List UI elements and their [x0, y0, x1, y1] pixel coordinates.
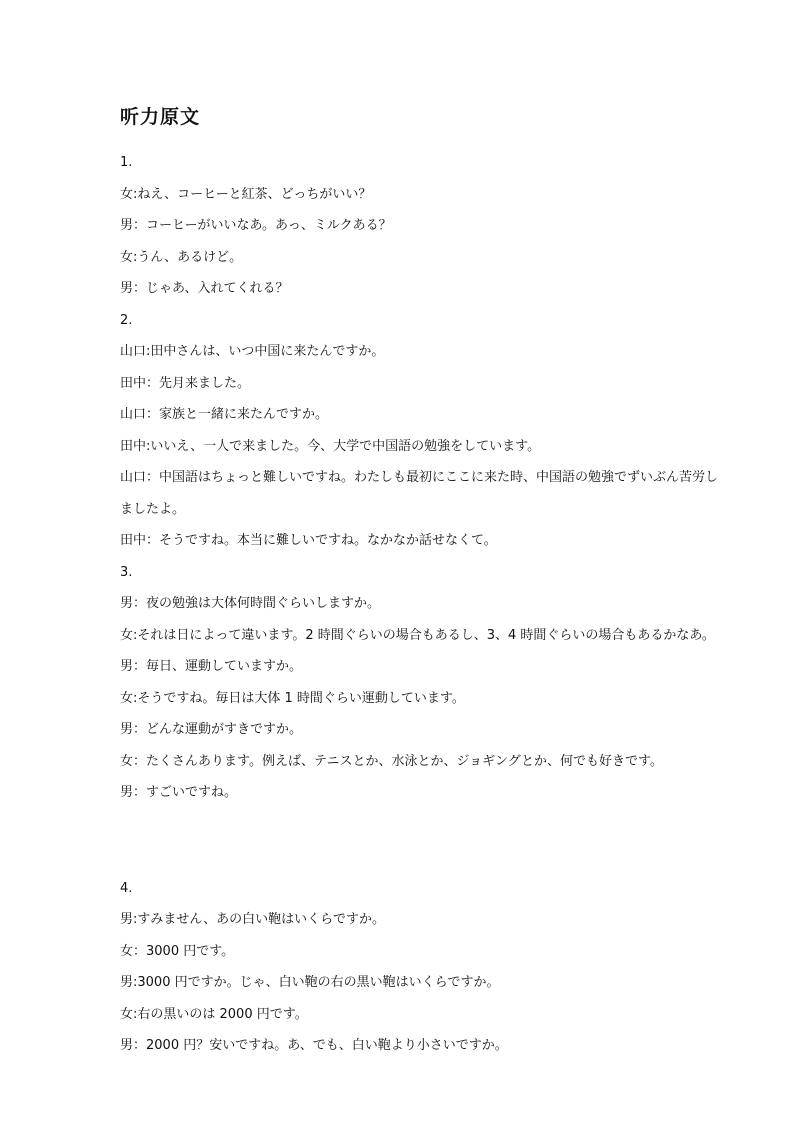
- document-title: 听力原文: [120, 106, 201, 128]
- dialogue-line: 男：毎日、運動していますか。: [120, 659, 303, 674]
- dialogue-line: 女:うん、あるけど。: [120, 249, 243, 265]
- dialogue-line: 女:右の黒いのは 2000 円です。: [120, 1006, 308, 1022]
- dialogue-line: 男：じゃあ、入れてくれる？: [120, 281, 289, 296]
- dialogue-line: 男:3000 円ですか。じゃ、白い鞄の右の黒い鞄はいくらですか。: [120, 975, 500, 990]
- section-number-3: 3.: [120, 564, 133, 580]
- dialogue-line: 女:ねえ、コーヒーと紅茶、どっちがいい？: [120, 186, 372, 202]
- dialogue-line: 男：どんな運動がすきですか。: [120, 722, 303, 737]
- dialogue-line: 女:それは日によって違います。2 時間ぐらいの場合もあるし、3、4 時間ぐらいの場合もあるかなあ。: [120, 627, 715, 643]
- dialogue-line: 山口：家族と一緒に来たんですか。: [120, 407, 329, 422]
- dialogue-line: 男：2000 円？安いですね。あ、でも、白い鞄より小さいですか。: [120, 1038, 508, 1053]
- dialogue-line: 山口:田中さんは、いつ中国に来たんですか。: [120, 344, 385, 359]
- section-number-1: 1.: [120, 155, 133, 170]
- dialogue-line: 田中:いいえ、一人で来ました。今、大学で中国語の勉強をしています。: [120, 438, 541, 454]
- dialogue-line-continuation: ましたよ。: [120, 501, 186, 517]
- dialogue-line: 女:そうですね。毎日は大体 1 時間ぐらい運動しています。: [120, 690, 465, 706]
- title-spacer: [120, 131, 700, 147]
- dialogue-line: 女：3000 円です。: [120, 943, 235, 959]
- section-number-4: 4.: [120, 880, 133, 896]
- dialogue-line: 田中：先月来ました。: [120, 375, 251, 391]
- dialogue-line: 山口：中国語はちょっと難しいですね。わたしも最初にここに来た時、中国語の勉強でずいぶん苦労し: [120, 470, 719, 485]
- dialogue-line: 男：すごいですね。: [120, 785, 238, 800]
- dialogue-line: 男：夜の勉強は大体何時間ぐらいしますか。: [120, 596, 381, 611]
- dialogue-line: 女：たくさんあります。例えば、テニスとか、水泳とか、ジョギングとか、何でも好きです。: [120, 753, 664, 769]
- document-page: [120, 103, 719, 1062]
- section-number-2: 2.: [120, 312, 133, 328]
- dialogue-line: 男:すみません、あの白い鞄はいくらですか。: [120, 912, 386, 927]
- dialogue-line: 田中：そうですね。本当に難しいですね。なかなか話せなくて。: [120, 533, 497, 548]
- section-gap: [120, 809, 700, 873]
- dialogue-line: 男：コーヒーがいいなあ。あっ、ミルクある？: [120, 218, 392, 233]
